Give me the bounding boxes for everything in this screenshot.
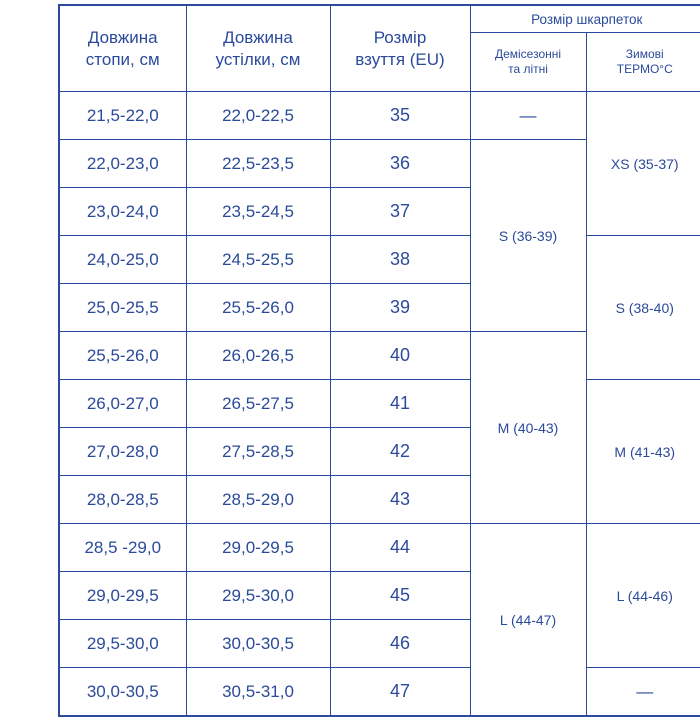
cell-insole-length: 30,5-31,0 [186,668,330,717]
table-row [59,380,700,428]
cell-foot-length: 21,5-22,0 [59,92,186,140]
header-shoe-size-line2: взуття (EU) [331,49,470,70]
cell-insole-length: 26,5-27,5 [186,380,330,428]
table-row [59,92,700,140]
cell-foot-length: 28,0-28,5 [59,476,186,524]
cell-shoe-size: 43 [330,476,470,524]
header-shoe-size [330,5,470,92]
cell-foot-length: 23,0-24,0 [59,188,186,236]
table-row [59,524,700,572]
header-sock-demi-line1: Демісезонні [471,47,586,62]
cell-foot-length: 25,5-26,0 [59,332,186,380]
cell-foot-length: 30,0-30,5 [59,668,186,717]
cell-insole-length: 27,5-28,5 [186,428,330,476]
cell-insole-length: 25,5-26,0 [186,284,330,332]
cell-shoe-size: 37 [330,188,470,236]
cell-foot-length: 28,5 -29,0 [59,524,186,572]
cell-shoe-size: 46 [330,620,470,668]
table-row [59,668,700,717]
cell-shoe-size: 45 [330,572,470,620]
header-insole-length-line2: устілки, см [187,49,330,70]
header-foot-length [59,5,186,92]
cell-sock-demi: S (36-39) [470,140,586,332]
cell-sock-demi: M (40-43) [470,332,586,524]
cell-foot-length: 27,0-28,0 [59,428,186,476]
cell-insole-length: 29,0-29,5 [186,524,330,572]
cell-insole-length: 23,5-24,5 [186,188,330,236]
header-sock-demi-line2: та літні [471,62,586,77]
cell-shoe-size: 36 [330,140,470,188]
cell-insole-length: 29,5-30,0 [186,572,330,620]
header-sock-winter-line2: ТЕРМО°С [587,62,700,77]
cell-insole-length: 26,0-26,5 [186,332,330,380]
table-header-row-top [59,5,700,33]
cell-shoe-size: 40 [330,332,470,380]
cell-insole-length: 22,5-23,5 [186,140,330,188]
cell-shoe-size: 38 [330,236,470,284]
table-row [59,236,700,284]
cell-shoe-size: 39 [330,284,470,332]
header-insole-length-line1: Довжина [187,27,330,48]
header-insole-length [186,5,330,92]
cell-sock-winter: XS (35-37) [586,92,700,236]
cell-shoe-size: 47 [330,668,470,717]
header-sock-size-group: Розмір шкарпеток [470,5,700,33]
cell-sock-winter: L (44-46) [586,524,700,668]
shoe-size-table [58,4,700,717]
size-chart-sheet [0,4,700,704]
cell-foot-length: 22,0-23,0 [59,140,186,188]
header-sock-winter-line1: Зимові [587,47,700,62]
cell-foot-length: 25,0-25,5 [59,284,186,332]
cell-foot-length: 26,0-27,0 [59,380,186,428]
header-foot-length-line2: стопи, см [60,49,186,70]
cell-shoe-size: 41 [330,380,470,428]
cell-foot-length: 29,0-29,5 [59,572,186,620]
header-shoe-size-line1: Розмір [331,27,470,48]
cell-sock-winter: M (41-43) [586,380,700,524]
cell-shoe-size: 42 [330,428,470,476]
header-sock-winter [586,33,700,92]
header-foot-length-line1: Довжина [60,27,186,48]
cell-sock-winter: — [586,668,700,717]
cell-insole-length: 22,0-22,5 [186,92,330,140]
cell-sock-winter: S (38-40) [586,236,700,380]
cell-sock-demi: L (44-47) [470,524,586,717]
cell-sock-demi: — [470,92,586,140]
cell-shoe-size: 35 [330,92,470,140]
cell-insole-length: 24,5-25,5 [186,236,330,284]
cell-foot-length: 24,0-25,0 [59,236,186,284]
cell-insole-length: 30,0-30,5 [186,620,330,668]
cell-shoe-size: 44 [330,524,470,572]
header-sock-demi [470,33,586,92]
cell-insole-length: 28,5-29,0 [186,476,330,524]
cell-foot-length: 29,5-30,0 [59,620,186,668]
